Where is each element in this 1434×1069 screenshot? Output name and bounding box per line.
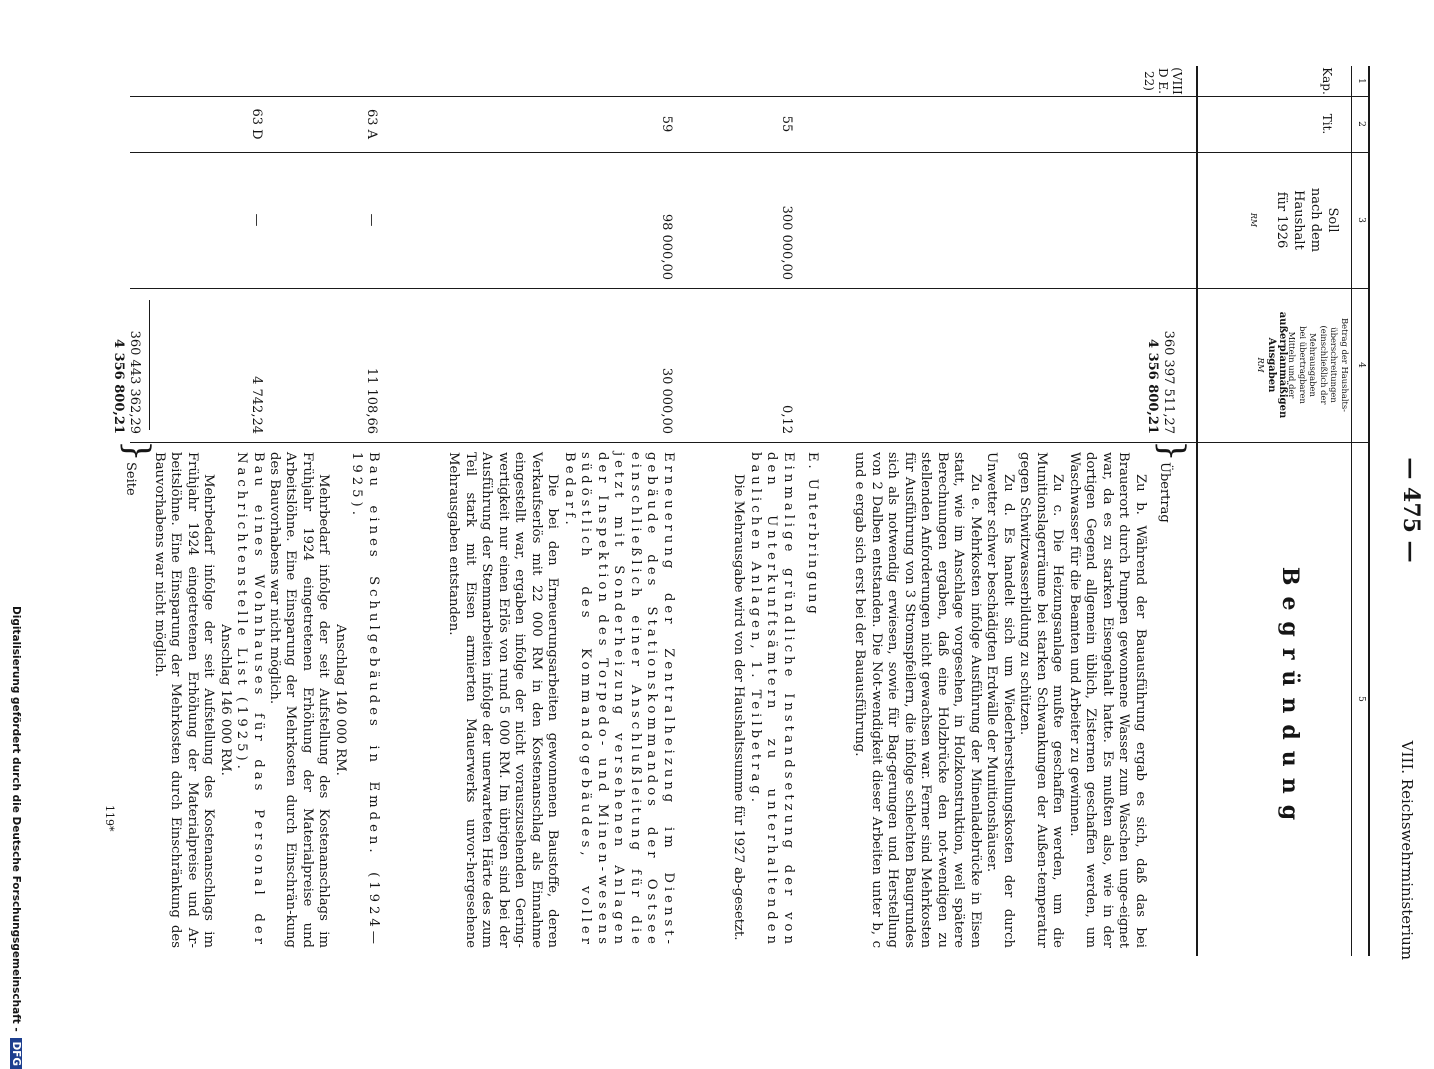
header-betrag-bold: außerplanmäßigen — [1277, 311, 1288, 419]
header-betrag-bold: Ausgaben — [1266, 337, 1278, 393]
col-divider-1 — [130, 96, 1370, 97]
sub-63d: Anschlag 146 000 RM. — [218, 624, 233, 776]
col-divider-3 — [130, 288, 1370, 289]
header-soll-line: Haushalt — [1291, 190, 1307, 250]
note-55: Die Mehrausgabe wird von der Haushaltssumme für 1927 ab-gesetzt. — [731, 474, 747, 941]
header-betrag-line: Betrag der Haushalts- — [1340, 317, 1350, 413]
digitization-text: Digitalisierung gefördert durch die Deutsche Forschungsgemeinschaft - — [10, 606, 22, 1032]
title-55: Einmalige gründliche Instandsetzung der von den Unterkunftsämtern zu unterhaltenden baulichen Anlagen, 1. Teilbetrag. — [748, 452, 796, 948]
explanation-59 — [445, 452, 676, 948]
table-top-rule — [1368, 66, 1370, 956]
explanation-63d — [151, 452, 267, 948]
explanation-block — [851, 452, 1148, 948]
colnum-rule — [1351, 66, 1352, 956]
explanation-e: Zu e. Mehrkosten infolge Ausführung der Minenladebrücke in Eisen statt, wie im Anschlage vorgesehen, in Holzkonstruktion, weil spätere Berechnungen ergaben, daß eine Holzbrücke den not-wendigen zu stellenden Anforderungen nicht gewachsen war. Ferner sind Mehrkosten für Ausführung von 3 Stromspfeilern, die infolge schlechten Baugrundes sich als notwendig erwiesen, sowie für Bag-gerungen und Herstellung von 2 Dalben entstanden. Die Not-wendigkeit dieser Arbeiten unter b, c und e ergab sich erst bei der Bauausführung. — [852, 452, 983, 948]
header-soll-unit: RM — [1249, 212, 1259, 228]
col-number-3: 3 — [1356, 217, 1366, 223]
header-soll-line: für 1926 — [1274, 191, 1290, 249]
col-divider-2 — [130, 152, 1370, 153]
betrag-55: 0,12 — [779, 405, 794, 434]
soll-59: 98 000,00 — [659, 213, 674, 280]
header-bottom-rule — [1197, 66, 1199, 956]
digitization-note — [10, 606, 22, 1066]
carry-out-total: 360 443 362,29 — [127, 330, 142, 434]
header-soll-line: Soll — [1325, 207, 1340, 233]
betrag-59: 30 000,00 — [659, 367, 674, 434]
carry-out-sum: 4 356 800,21 — [111, 339, 126, 434]
header-soll — [1248, 152, 1340, 288]
signature-mark: 119* — [103, 805, 116, 832]
carry-in-brace: } — [1152, 440, 1192, 462]
explanation-c: Zu c. Die Heizungsanlage mußte geschaffen werden, um die Munitionslagerräume bei starken Schwankungen der Außen-temperatur gegen Schwitzwasserbildung zu schützen. — [1017, 452, 1066, 948]
header-titel: Tit. — [1320, 113, 1334, 135]
note-63d: Mehrbedarf infolge der seit Aufstellung des Kostenanschlags im Frühjahr 1924 eingetretenen Erhöhung der Materialpreise und Ar-beitslöhne. Eine Einsparung der Mehrkosten durch Einschränkung des Bauvorhabens war nicht möglich. — [152, 452, 217, 948]
header-betrag-unit: RM — [1256, 357, 1266, 373]
carry-out-label: Seite — [123, 462, 138, 496]
explanation-55 — [730, 452, 796, 948]
header-betrag-line: Mehrausgaben — [1308, 333, 1319, 397]
title-63d: Bau eines Wohnhauses für das Personal der Nachrichtenstelle List (1925). — [234, 452, 266, 948]
col-number-1: 1 — [1356, 78, 1366, 84]
header-begruendung: Begründung — [1277, 566, 1303, 832]
col-number-5: 5 — [1356, 696, 1366, 702]
page-number: — 475 — — [1398, 457, 1424, 563]
carry-out-brace: } — [117, 440, 157, 462]
header-betrag-line: (einschließlich der — [1319, 325, 1329, 405]
header-betrag — [1256, 288, 1351, 442]
explanation-63a — [266, 452, 382, 948]
section-title: VIII. Reichswehrministerium — [1398, 740, 1416, 960]
betrag-63a: 11 108,66 — [364, 367, 379, 434]
title-63a: Bau eines Schulgebäudes in Emden. (1924—1925). — [349, 452, 381, 948]
kapitel-cell: (VIII D E. 22) — [1142, 67, 1184, 95]
carry-in-sum: 4 356 800,21 — [1145, 339, 1160, 434]
explanation-d: Zu d. Es handelt sich um Wiederherstellungskosten der durch Unwetter schwer beschädigten Erdwälle der Munitionshäuser. — [984, 452, 1016, 948]
col-number-2: 2 — [1356, 121, 1366, 127]
col-number-4: 4 — [1356, 362, 1366, 368]
soll-63d: — — [249, 213, 264, 227]
header-betrag-line: bei übertragbaren — [1298, 326, 1308, 404]
soll-63a: — — [364, 213, 379, 227]
carry-in-label: Übertrag — [1157, 462, 1172, 523]
header-kapitel: Kap. — [1320, 67, 1334, 95]
explanation-b: Zu b. Während der Bauausführung ergab es sich, daß das bei Brauerort durch Pumpen gewonnene Wasser zum Waschen unge-eignet war, da es zu starken Eisengehalt hatte. Es mußten also, wie in der dortigen Gegend allgemein üblich, Zisternen geschaffen werden, um Waschwasser für die Beamten und Arbeiter zu gewinnen. — [1067, 452, 1148, 948]
soll-55: 300 000,00 — [779, 205, 794, 280]
header-soll-line: nach dem — [1308, 187, 1324, 253]
section-e-heading: E. Unterbringung — [805, 452, 820, 617]
sum-rule — [149, 300, 150, 430]
note-59: Die bei den Erneuerungsarbeiten gewonnenen Baustoffe, deren Verkaufserlös mit 22 000 RM in den Kostenanschlag als Einnahme eingestellt war, ergaben infolge der nicht vorauszusehenden Gering-wertigkeit nur einen Erlös von rund 5 000 RM. Im übrigen sind bei der Ausführung der Stemmarbeiten infolge der unerwarteten Härte des zum Teil stark mit Eisen armierten Mauerwerks unvor-hergesehene Mehrausgaben entstanden. — [446, 452, 561, 948]
header-betrag-line: Mitteln und der — [1287, 331, 1298, 399]
title-59: Erneuerung der Zentralheizung im Dienst-gebäude des Stationskommandos der Ostsee einschließlich einer Anschlußleitung für die jetzt mit Sonderheizung versehenen Anlagen der Inspektion des Torpedo- und Minen-wesens südöstlich des Kommandogebäudes, voller Bedarf. — [562, 452, 676, 948]
header-betrag-line: überschreitungen — [1329, 327, 1340, 403]
titel-55: 55 — [779, 115, 794, 133]
sub-63a: Anschlag 140 000 RM. — [333, 624, 348, 776]
carry-in-total: 360 397 511,27 — [1161, 330, 1176, 434]
note-63a: Mehrbedarf infolge der seit Aufstellung des Kostenanschlags im Frühjahr 1924 eingetretenen Erhöhung der Materialpreise und Arbeitslöhne. Eine Einsparung der Mehrkosten durch Einschrän-kung des Bauvorhabens war nicht möglich. — [267, 452, 332, 948]
titel-63a: 63 A — [364, 108, 379, 140]
betrag-63d: 4 742,24 — [249, 376, 264, 434]
titel-59: 59 — [659, 115, 674, 133]
dfg-logo: DFG — [10, 1038, 22, 1069]
titel-63d: 63 D — [249, 108, 264, 140]
